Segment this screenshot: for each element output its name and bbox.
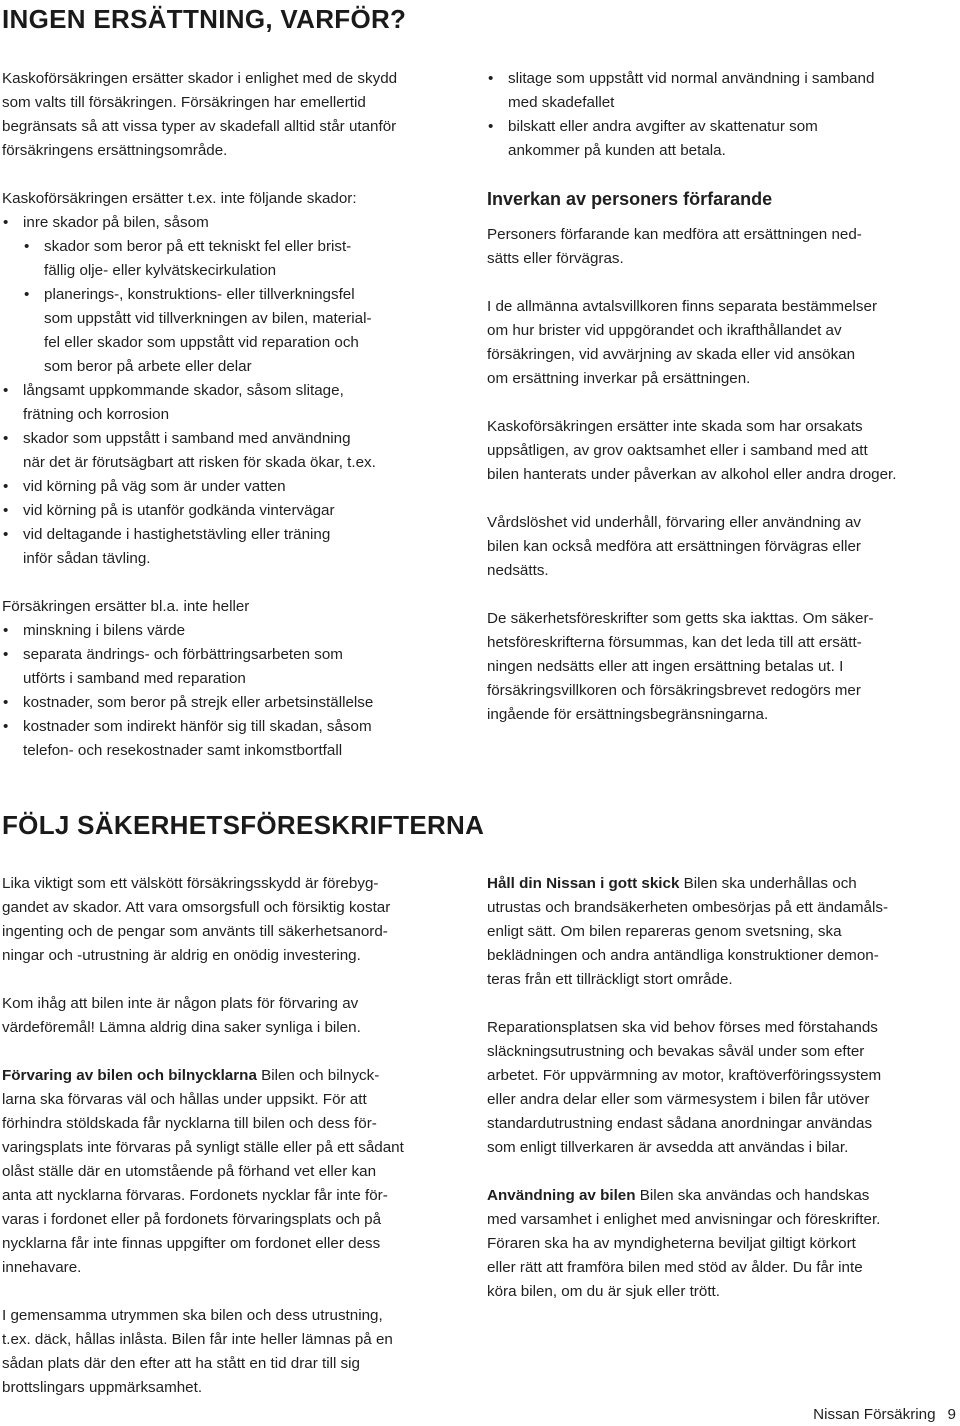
paragraph-maintenance: Håll din Nissan i gott skick Bilen ska underhållas och utrustas och brandsäkerheten ombesörjas på ett ändamåls- enligt sätt. Om bilen repareras genom svetsning, ska beklädningen och andra antändliga konstruktioner demon- teras från ett tillräckligt stort område. (487, 875, 889, 988)
section-title-no-compensation: INGEN ERSÄTTNING, VARFÖR? (2, 4, 407, 34)
paragraph: Lika viktigt som ett välskött försäkringsskydd är förebyg- gandet av skador. Att vara omsorgsfull och försiktig kostar ingenting och de pengar som använts till säkerhetsanord- ningar och -utrustning är aldrig en onödig investering. (2, 875, 391, 964)
list-item: • kostnader som indirekt hänför sig till skadan, såsom (2, 715, 454, 739)
paragraph: Kom ihåg att bilen inte är någon plats för förvaring av värdeföremål! Lämna aldrig dina saker synliga i bilen. (2, 995, 361, 1036)
subheading-persons-conduct: Inverkan av personers förfarande (487, 189, 773, 209)
paragraph: Reparationsplatsen ska vid behov förses med förstahands släckningsutrustning och bevakas såväl under som efter arbetet. För uppvärmning av motor, kraftöverföringssystem eller andra delar eller som värmesystem i bilen får utöver standardutrustning endast sådana anordningar användas som enligt tillverkaren är avsedda att användas i bilar. (487, 1019, 882, 1156)
list-item: • inre skador på bilen, såsom (2, 211, 454, 235)
section2-left-column (2, 872, 454, 1400)
list-item: • slitage som uppstått vid normal användning i samband (487, 67, 937, 91)
lead-storage: Förvaring av bilen och bilnycklarna (2, 1067, 257, 1084)
list-item: • minskning i bilens värde (2, 619, 454, 643)
footer-publisher: Nissan Försäkring (813, 1406, 936, 1423)
paragraph-usage: Användning av bilen Bilen ska användas och handskas med varsamhet i enlighet med anvisningar och föreskrifter. Föraren ska ha av myndigheterna beviljat giltigt körkort eller rätt att framföra bilen med stöd av ålder. Du får inte köra bilen, om du är sjuk eller trött. (487, 1187, 881, 1300)
sub-list-item: • skador som beror på ett tekniskt fel eller brist- (2, 235, 454, 259)
list-item: • långsamt uppkommande skador, såsom slitage, (2, 379, 454, 403)
lead-usage: Användning av bilen (487, 1187, 636, 1204)
paragraph: I gemensamma utrymmen ska bilen och dess utrustning, t.ex. däck, hållas inlåsta. Bilen får inte heller lämnas på en sådan plats där den efter att ha stått en tid drar till sig brottslingars uppmärksamhet. (2, 1307, 393, 1396)
paragraph-storage: Förvaring av bilen och bilnycklarna Bilen och bilnyck- larna ska förvaras väl och hållas under uppsikt. För att förhindra stöldskada får nycklarna till bilen och dess för- varingsplats inte förvaras på synligt ställe eller på ett sådant olåst ställe där en utomstående på förhand vet eller kan anta att nycklarna förvaras. Fordonets nycklar får inte för- varas i fordonet eller på fordonets förvaringsplats och på nycklarna får inte finnas uppgifter om fordonet eller dess innehavare. (2, 1067, 404, 1276)
paragraph: I de allmänna avtalsvillkoren finns separata bestämmelser om hur brister vid uppgörandet och ikrafthållandet av försäkringen, vid avvärjning av skada eller vid ansökan om ersättning inverkar på ersättningen. (487, 298, 878, 387)
sub-list-item: • vid deltagande i hastighetstävling eller träning (2, 523, 454, 547)
sub-list-item: • vid körning på is utanför godkända vintervägar (2, 499, 454, 523)
list-item: • separata ändrings- och förbättringsarbeten som (2, 643, 454, 667)
list-item: • bilskatt eller andra avgifter av skattenatur som (487, 115, 937, 139)
paragraph: De säkerhetsföreskrifter som getts ska iakttas. Om säker- hetsföreskrifterna försummas, kan det leda till att ersätt- ningen nedsätts eller att ingen ersättning betalas ut. I försäkringsvillkoren och försäkringsbrevet redogörs mer ingående för ersättningsbegränsningarna. (487, 610, 874, 723)
intro-paragraph: Kaskoförsäkringen ersätter skador i enlighet med de skydd som valts till försäkringen. Försäkringen har emellertid begränsats så att vissa typer av skadefall alltid står utanför försäkringens ersättningsområde. (2, 70, 398, 159)
section2-right-column (487, 872, 937, 1304)
section-title-safety-rules: FÖLJ SÄKERHETSFÖRESKRIFTERNA (2, 810, 485, 840)
not-covered-either-intro: Försäkringen ersätter bl.a. inte heller (2, 598, 250, 615)
not-covered-intro: Kaskoförsäkringen ersätter t.ex. inte följande skador: (2, 190, 357, 207)
paragraph: Personers förfarande kan medföra att ersättningen ned- sätts eller förvägras. (487, 226, 862, 267)
page-footer (790, 1405, 960, 1425)
lead-maintenance: Håll din Nissan i gott skick (487, 875, 680, 892)
list-item: • skador som uppstått i samband med användning (2, 427, 454, 451)
sub-list-item: • planerings-, konstruktions- eller tillverkningsfel (2, 283, 454, 307)
page-number: 9 (947, 1406, 956, 1423)
paragraph: Kaskoförsäkringen ersätter inte skada som har orsakats uppsåtligen, av grov oaktsamhet eller i samband med att bilen hanterats under påverkan av alkohol eller andra droger. (487, 418, 897, 483)
section1-left-column: Kaskoförsäkringen ersätter skador i enlighet med de skydd som valts till försäkringen. Försäkringen har emellertid begränsats så att vissa typer av skadefall alltid står utanför försäkringens ersättningsområde. Kaskoförsäkringen ersätter t.ex. inte följande skador: • inre skador på bilen, såsom • skador som beror på ett tekniskt fel eller brist- fällig olje- eller kylvätskecirkulation • planerings-, konstruktions- eller tillverkningsfel som uppstått vid tillverkningen av bilen, material- fel eller skador som uppstått vid reparation och som beror på arbete eller delar • långsamt uppkommande skador, såsom slitage, frätning och korrosion • skador som uppstått i samband med användning när det är förutsägbart att risken för skada ökar, t.ex. • vid körning på väg som är under vatten • vid körning på is utanför godkända vintervägar • vid deltagande i hastighetstävling eller träning inför sådan tävling. Försäkringen ersätter bl.a. inte heller • minskning i bilens värde • separata ändrings- och förbättringsarbeten som utförts i samband med reparation • kostnader, som beror på strejk eller arbetsinställelse • kostnader som indirekt hänför sig till skadan, såsom telefon- och resekostnader samt inkomstbortfall (2, 67, 454, 763)
paragraph: Vårdslöshet vid underhåll, förvaring eller användning av bilen kan också medföra att ersättningen förvägras eller nedsätts. (487, 514, 862, 579)
sub-list-item: • vid körning på väg som är under vatten (2, 475, 454, 499)
list-item: • kostnader, som beror på strejk eller arbetsinställelse (2, 691, 454, 715)
section1-right-column: • slitage som uppstått vid normal användning i samband med skadefallet • bilskatt eller andra avgifter av skattenatur som ankommer på kunden att betala. Inverkan av personers förfarande Personers förfarande kan medföra att ersättningen ned- sätts eller förvägras. I de allmänna avtalsvillkoren finns separata bestämmelser om hur brister vid uppgörandet och ikrafthållandet av försäkringen, vid avvärjning av skada eller vid ansökan om ersättning inverkar på ersättningen. Kaskoförsäkringen ersätter inte skada som har orsakats uppsåtligen, av grov oaktsamhet eller i samband med att bilen hanterats under påverkan av alkohol eller andra droger. Vårdslöshet vid underhåll, förvaring eller användning av bilen kan också medföra att ersättningen förvägras eller nedsätts. De säkerhetsföreskrifter som getts ska iakttas. Om säker- hetsföreskrifterna försummas, kan det leda till att ersätt- ningen nedsätts eller att ingen ersättning betalas ut. I försäkringsvillkoren och försäkringsbrevet redogörs mer ingående för ersättningsbegränsningarna. (487, 67, 937, 727)
